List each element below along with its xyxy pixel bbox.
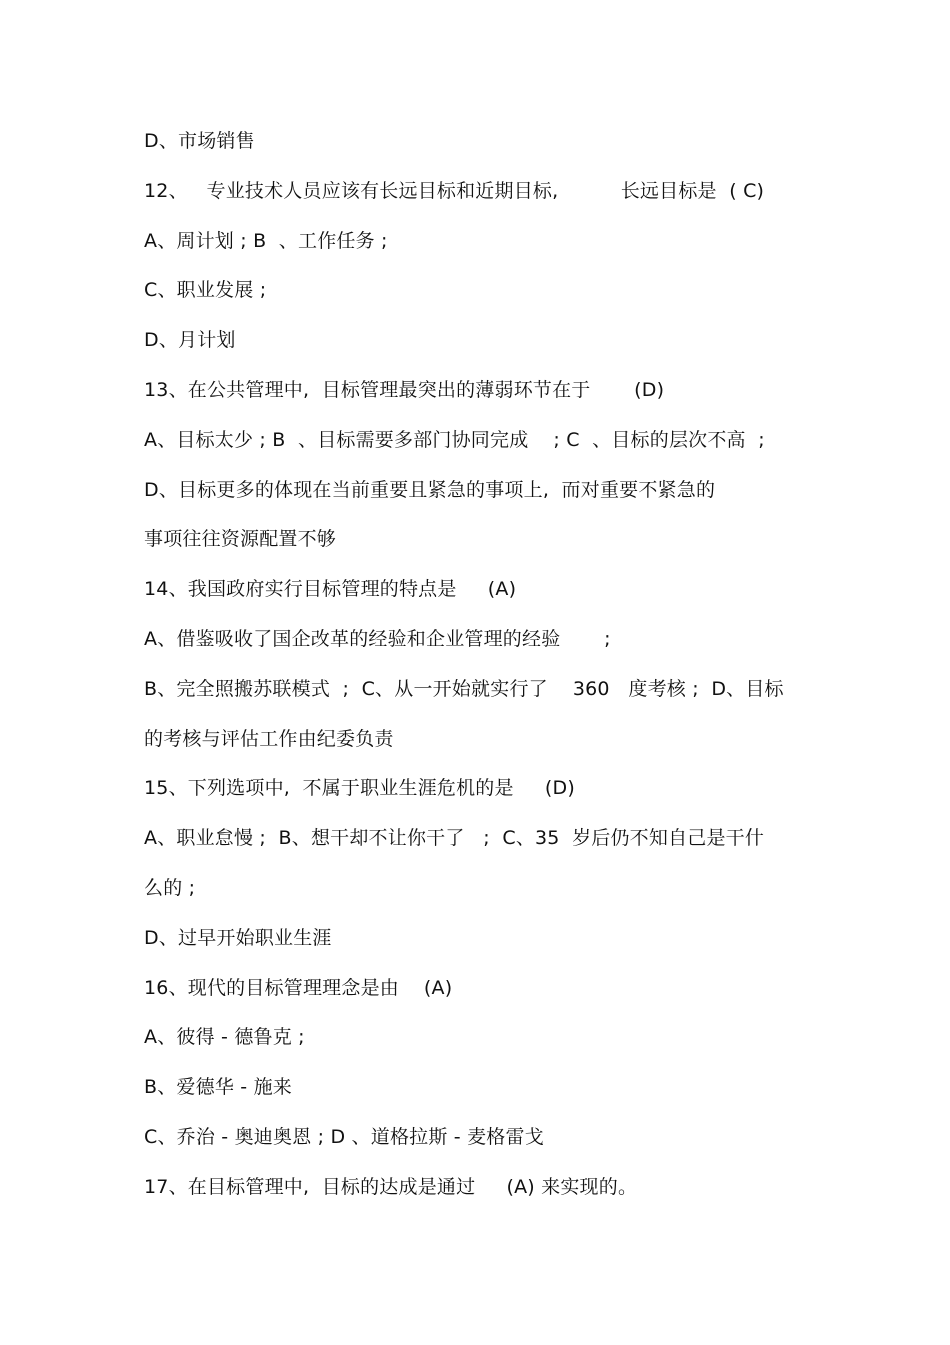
option-bcd-q14: B、完全照搬苏联模式 ; C、从一开始就实行了 360 度考核 ; D、目标: [144, 677, 784, 700]
option-ab-q12: A、周计划 ; B 、工作任务 ;: [144, 229, 388, 252]
option-d-q11: D、市场销售: [144, 130, 255, 152]
option-d-q15: D、过早开始职业生涯: [144, 926, 332, 949]
option-c-q12: C、职业发展 ;: [144, 279, 267, 302]
option-d-q13-continued: 事项往往资源配置不够: [144, 528, 337, 551]
question-15: 15、下列选项中, 不属于职业生涯危机的是 (D): [144, 777, 575, 800]
option-a-q16: A、彼得 - 德鲁克 ;: [144, 1026, 305, 1049]
option-b-q16: B、爱德华 - 施来: [144, 1076, 292, 1099]
option-abc-q15: A、职业怠慢 ; B、想干却不让你干了 ; C、35 岁后仍不知自己是干什: [144, 827, 765, 850]
question-12: 12、 专业技术人员应该有长远目标和近期目标, 长远目标是 ( C): [144, 179, 765, 202]
question-17: 17、在目标管理中, 目标的达成是通过 (A) 来实现的。: [144, 1175, 638, 1198]
option-c-q15-continued: 么的 ;: [144, 876, 196, 899]
question-16: 16、现代的目标管理理念是由 (A): [144, 976, 453, 999]
option-d-q12: D、月计划: [144, 329, 236, 352]
option-d-q13: D、目标更多的体现在当前重要且紧急的事项上, 而对重要不紧急的: [144, 478, 716, 501]
option-d-q14-continued: 的考核与评估工作由纪委负责: [144, 727, 394, 750]
option-a-q14: A、借鉴吸收了国企改革的经验和企业管理的经验 ;: [144, 627, 611, 650]
option-abc-q13: A、目标太少 ; B 、目标需要多部门协同完成 ; C 、目标的层次不高 ;: [144, 428, 765, 451]
question-14: 14、我国政府实行目标管理的特点是 (A): [144, 578, 517, 601]
option-cd-q16: C、乔治 - 奥迪奥恩 ; D 、道格拉斯 - 麦格雷戈: [144, 1125, 544, 1148]
document-body: [144, 124, 824, 1220]
question-13: 13、在公共管理中, 目标管理最突出的薄弱环节在于 (D): [144, 378, 665, 401]
